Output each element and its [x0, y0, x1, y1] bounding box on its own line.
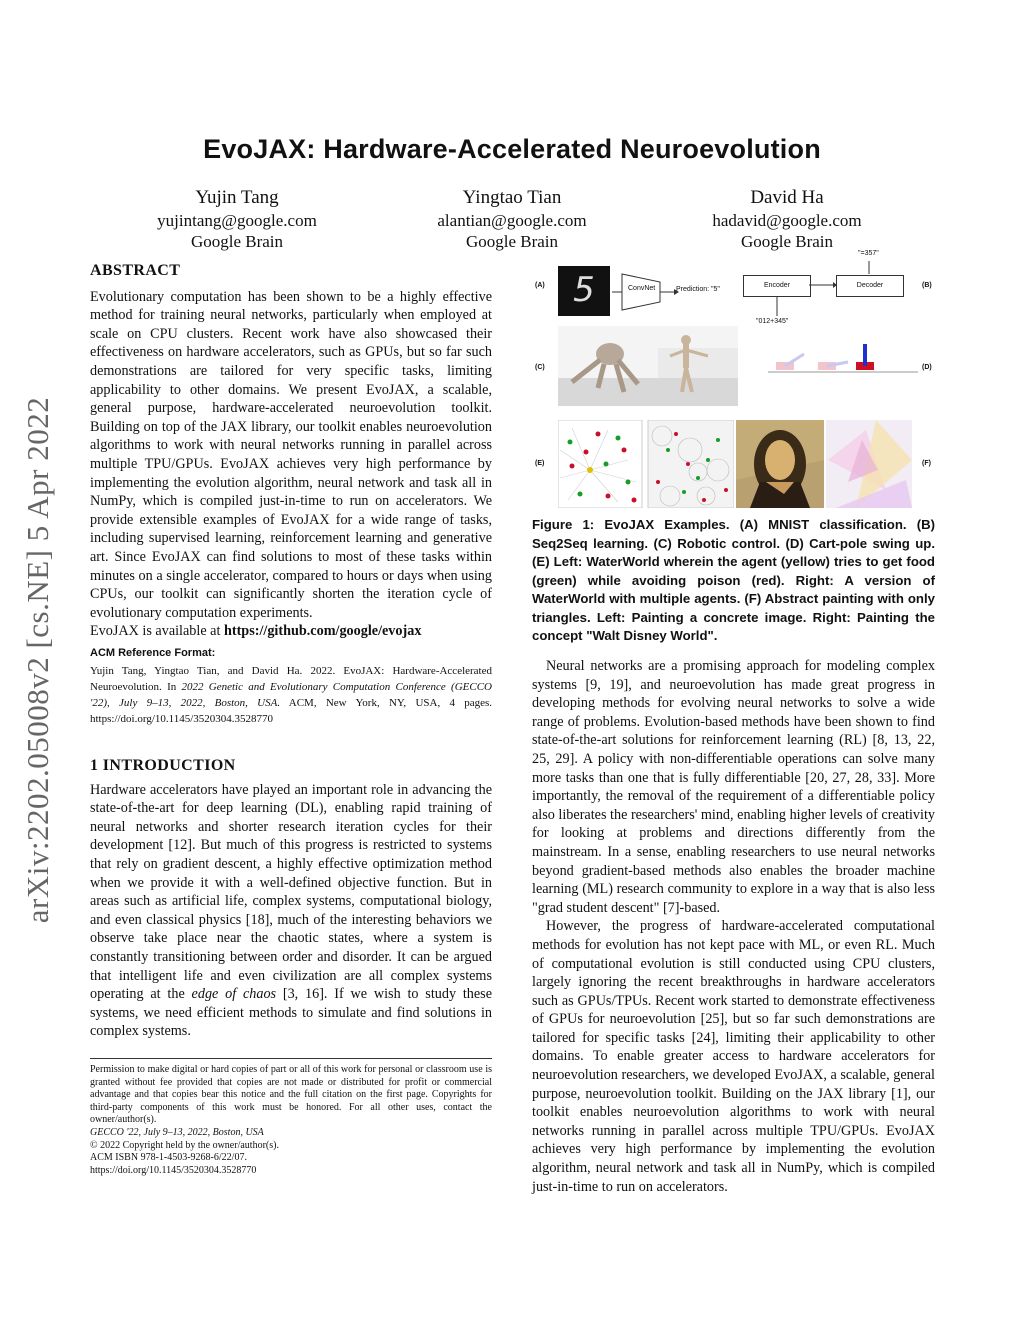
robotic-control-image: [558, 326, 738, 406]
figure-caption: Figure 1: EvoJAX Examples. (A) MNIST classification. (B) Seq2Seq learning. (C) Robotic control. (D) Cart-pole swing up. (E) Left: WaterWorld wherein the agent (yellow) tries to get food (green) while avoiding poison (red). Right: A version of WaterWorld with multiple agents. (F) Abstract painting with only triangles. Left: Painting a concrete image. Right: Painting the concept "Walt Disney World".: [532, 517, 935, 643]
cartpole-image: [768, 344, 918, 384]
seq2seq-input: "012+345": [756, 318, 789, 325]
figure-label-b: (B): [922, 282, 932, 289]
abstract-text: Evolutionary computation has been shown to be a highly effective method for training neural networks, particularly when employed at scale on CPU clusters. Recent work have also showcased their effectiveness on hardware accelerators, such as GPUs, but so far such demonstrations are tailored for very specific tasks, limiting applicability to other domains. We present EvoJAX, a scalable, general purpose, hardware-accelerated neuroevolution toolkit. Building on top of the JAX library, our toolkit enables neuroevolution algorithms to work with neural networks running in parallel across multiple TPU/GPUs. EvoJAX achieves very high performance by implementing the evolution algorithm, neural network and task all in NumPy, which is compiled just-in-time to run on accelerators. We provide extensible examples of EvoJAX for a wide range of tasks, including supervised learning, reinforcement learning and generative art. Since EvoJAX can find solutions to most of these tasks within minutes on a single accelerator, compared to hours or days when using CPUs, our toolkit can significantly shorten the iteration cycle of evolutionary computation experiments.: [90, 288, 492, 621]
decoder-box: Decoder: [836, 275, 904, 297]
mnist-digit-image: 5: [558, 266, 610, 316]
introduction-section: [90, 757, 492, 1041]
acm-reference: [90, 645, 492, 727]
arxiv-watermark: [18, 360, 58, 960]
convnet-label: ConvNet: [628, 285, 656, 292]
seq2seq-arrows: [770, 256, 910, 326]
author-affiliation: Google Brain: [740, 232, 834, 251]
permission-text: Permission to make digital or hard copies of part or all of this work for personal or classroom use is granted without fee provided that copies are not made or distributed for profit or commercial advantage and that copies bear this notice and the full citation on the first page. Copyrights for third-party components of this work must be honored. For all other uses, contact the owner/author(s).: [90, 1064, 492, 1126]
figure-label-e: (E): [535, 460, 545, 467]
author-email: hadavid@google.com: [712, 211, 862, 230]
footnote-copyright: © 2022 Copyright held by the owner/author(s).: [90, 1139, 279, 1151]
github-link[interactable]: https://github.com/google/evojax: [223, 623, 422, 640]
availability: EvoJAX is available at https://github.com/google/evojax: [90, 623, 422, 640]
author-affiliation: Google Brain: [190, 232, 284, 251]
figure-1: [530, 248, 940, 510]
footnote-venue: GECCO '22, July 9–13, 2022, Boston, USA: [90, 1126, 264, 1138]
encoder-box: Encoder: [743, 275, 811, 297]
figure-label-d: (D): [922, 364, 932, 371]
footnote: [90, 1058, 492, 1177]
acm-reference-text: Yujin Tang, Yingtao Tian, and David Ha. 2022. EvoJAX: Hardware-Accelerated Neuroevolution. In 2022 Genetic and Evolutionary Computation Conference (GECCO '22), July 9–13, 2022, Boston, USA. ACM, New York, NY, USA, 4 pages. https://doi.org/10.1145/3520304.3528770: [90, 665, 493, 725]
intro-text: Hardware accelerators have played an important role in advancing the state-of-the-art for deep learning (DL), enabling rapid training of neural networks and shorter research iteration cycles for their development [12]. But much of this progress is restricted to systems that rely on gradient descent, a highly effective optimization method when we provide it with a well-defined objective function. But in areas such as artificial life, complex systems, computational biology, and even classical physics [18], much of the interesting behaviors we observe take place near the chaotic states, where a system is constantly transitioning between order and disorder. It can be argued that intelligent life and even civilization are all complex systems operating at the edge of chaos [3, 16]. If we wish to study these systems, we need efficient methods to simulate and find solutions in complex systems.: [90, 781, 492, 1040]
prediction-label: Prediction: "5": [676, 286, 720, 293]
seq2seq-output: "=357": [858, 250, 879, 257]
author-name: Yujin Tang: [195, 187, 279, 208]
abstract-heading: ABSTRACT: [90, 262, 181, 279]
acm-reference-label: ACM Reference Format:: [90, 647, 216, 659]
author-2: [382, 186, 642, 252]
author-3: [657, 186, 917, 252]
author-name: Yingtao Tian: [462, 187, 562, 208]
author-email: yujintang@google.com: [157, 211, 317, 230]
author-name: David Ha: [750, 187, 824, 208]
abstract-section: [90, 262, 492, 641]
figure-label-a: (A): [535, 282, 545, 289]
arxiv-id: arXiv:2202.05008v2 [cs.NE] 5 Apr 2022: [20, 396, 55, 924]
abstract-painting-image: [736, 420, 912, 508]
figure-label-c: (C): [535, 364, 545, 371]
paragraph-1: Neural networks are a promising approach for modeling complex systems [9, 19], and neuroevolution has made great progress in developing methods for evolving neural networks to solve a wide range of problems. Evolution-based methods have been shown to find state-of-the-art solutions for reinforcement learning (RL) [8, 13, 22, 25, 29]. A policy with non-differentiable operations can solve many more tasks than one that is fully differentiable [20, 27, 28, 33]. More importantly, the removal of the requirement of a differentiable policy also liberates the researchers' mind, enabling higher levels of creativity for looking at problems and directions differently from the mainstream. In a sense, enabling researchers to use neural networks beyond gradient-based methods also enables the broader machine learning (ML) research community to explore in a way that is also less "grad student descent" [7]-based.: [532, 658, 935, 916]
footnote-isbn: ACM ISBN 978-1-4503-9268-6/22/07.: [90, 1152, 247, 1164]
paper-title: EvoJAX: Hardware-Accelerated Neuroevolution: [203, 134, 821, 164]
figure-label-f: (F): [922, 460, 931, 467]
author-email: alantian@google.com: [437, 211, 587, 230]
paragraph-2: However, the progress of hardware-accelerated computational methods for evolution has not kept pace with ML, or even RL. Much of computational evolution is still conducted using CPU clusters, largely ignoring the recent breakthroughs in hardware accelerators such as GPUs/TPUs. Recent work started to demonstrate effectiveness of GPUs for neuroevolution [25], but so far such demonstrations are tailored for specific tasks [24], limiting their applicability to other domains. To enable greater access to hardware accelerators for neuroevolution researchers, we developed EvoJAX, a scalable, general purpose, neuroevolution toolkit. Building on the JAX library [1], our toolkit enables neuroevolution algorithms to work with neural networks running in parallel across multiple TPU/GPUs. EvoJAX achieves very high performance by implementing the evolution algorithm, neural network and task all in NumPy, which is compiled just-in-time to run on accelerators.: [532, 918, 935, 1195]
footnote-doi[interactable]: https://doi.org/10.1145/3520304.3528770: [90, 1164, 257, 1176]
right-body: [532, 657, 935, 1196]
author-affiliation: Google Brain: [465, 232, 559, 251]
author-1: [107, 186, 367, 252]
waterworld-image: [558, 420, 734, 508]
intro-heading: 1 INTRODUCTION: [90, 757, 236, 774]
